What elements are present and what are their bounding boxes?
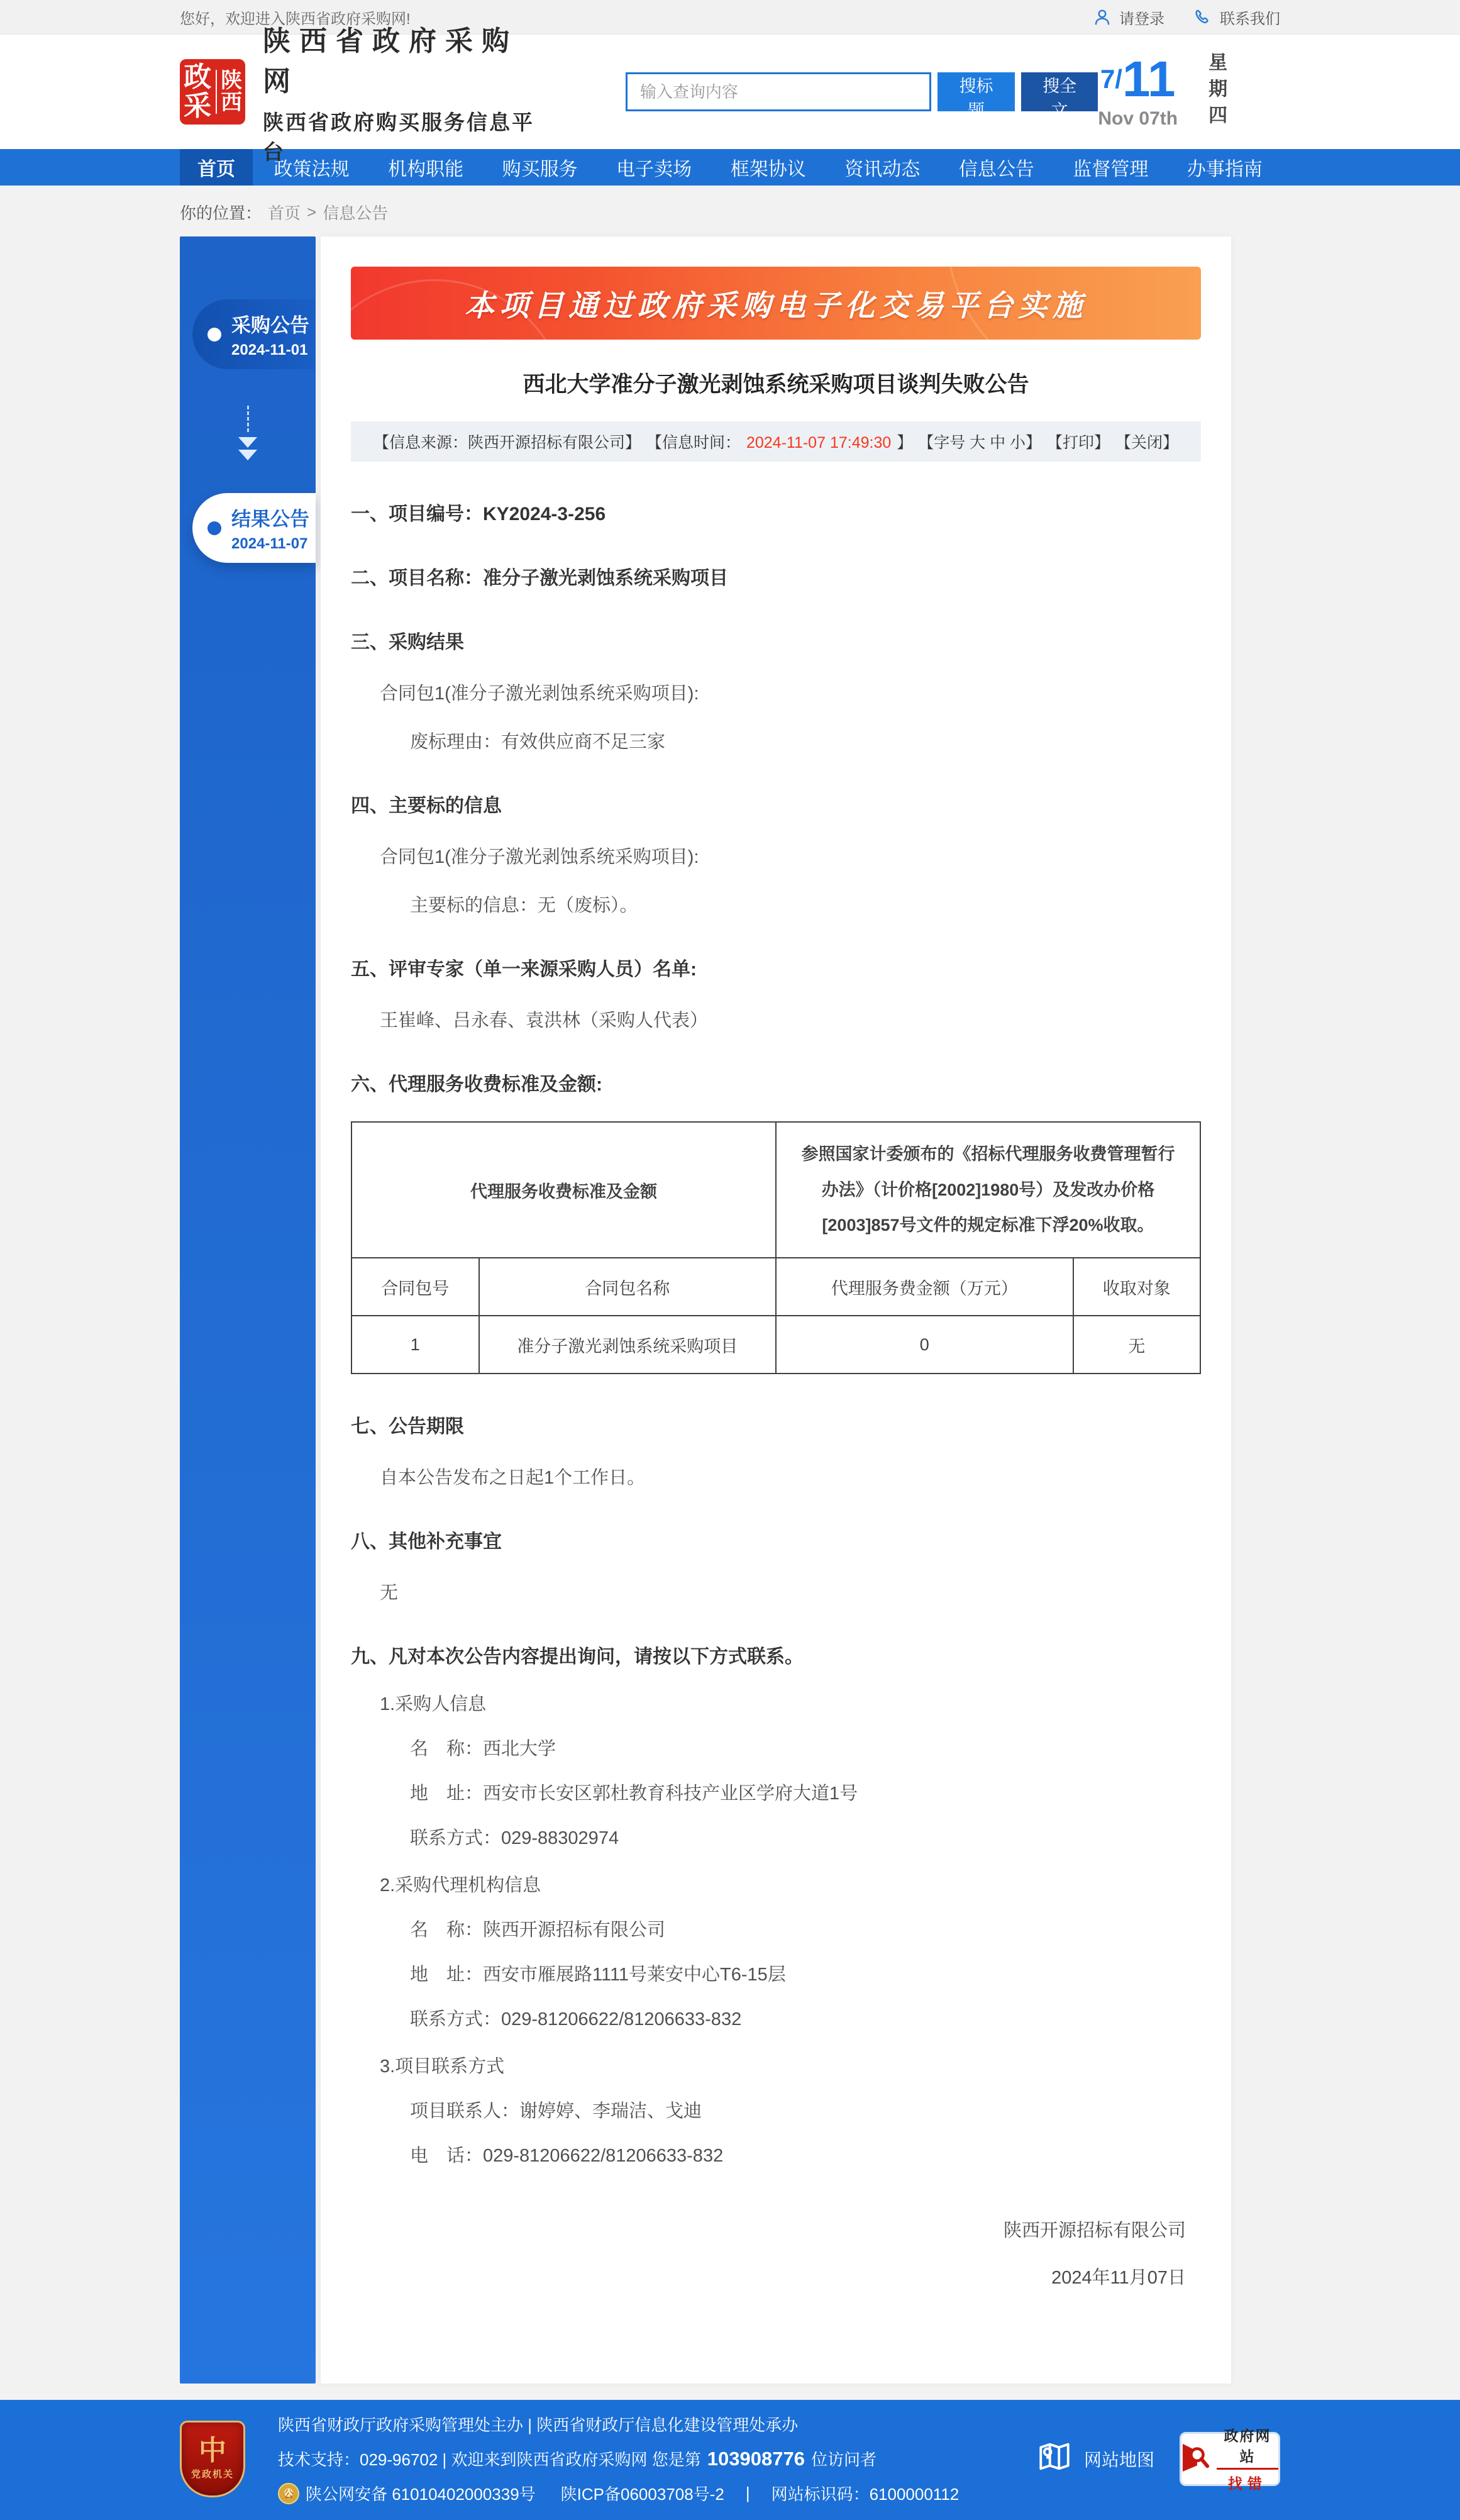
timeline-dot-icon [207, 521, 221, 535]
announcement-timeline-sidebar [180, 236, 316, 2384]
search-input[interactable] [626, 72, 931, 111]
article-title: 西北大学准分子激光剥蚀系统采购项目谈判失败公告 [523, 372, 1029, 397]
contact-line: 名 称：西北大学 [410, 1739, 556, 1760]
nav-item-functions[interactable]: 机构职能 [388, 159, 464, 180]
breadcrumb-separator: > [307, 203, 317, 221]
date-widget [1098, 52, 1280, 131]
agency-fee-table [351, 1121, 1201, 1374]
breadcrumb-home-link[interactable]: 首页 [268, 204, 301, 223]
contact-line: 联系方式：029-81206622/81206633-832 [410, 2009, 742, 2030]
search-fulltext-button[interactable]: 搜全文 [1021, 72, 1098, 111]
nav-item-supervision[interactable]: 监督管理 [1073, 159, 1149, 180]
footer-support-prefix: 技术支持：029-96702 | 欢迎来到陕西省政府采购网 您是第 [278, 2450, 701, 2470]
signature-date: 2024年11月07日 [1051, 2268, 1186, 2289]
sitemap-label: 网站地图 [1083, 2450, 1154, 2470]
gov-site-error-report-badge[interactable] [1180, 2428, 1280, 2492]
contact-line: 电 话：029-81206622/81206633-832 [410, 2146, 724, 2167]
site-footer [0, 2400, 1460, 2520]
sitemap-map-icon [1036, 2438, 1073, 2479]
section-heading-9: 九、凡对本次公告内容提出询问，请按以下方式联系。 [351, 1646, 804, 1668]
contact-us-link[interactable] [1193, 6, 1280, 28]
timeline-dot-icon [207, 328, 221, 341]
signature-org: 陕西开源招标有限公司 [1003, 2221, 1186, 2241]
breadcrumb [180, 201, 1280, 224]
party-government-shield-icon [180, 2421, 245, 2497]
breadcrumb-current[interactable]: 信息公告 [323, 204, 389, 223]
footer-sponsor-line: 陕西省财政厅政府采购管理处主办 | 陕西省财政厅信息化建设管理处承办 [278, 2416, 799, 2435]
section-3-paragraph: 废标理由：有效供应商不足三家 [410, 732, 666, 752]
public-security-filing-link[interactable]: 陕公网安备 61010402000339号 [306, 2485, 536, 2504]
sidebar-item-date: 2024-11-07 [231, 535, 308, 552]
fee-table-header-package-name: 合同包名称 [479, 1258, 777, 1316]
fee-table-header-package-no: 合同包号 [351, 1258, 479, 1316]
fee-cell-package-name: 准分子激光剥蚀系统采购项目 [479, 1316, 777, 1374]
contact-us-label: 联系我们 [1220, 10, 1280, 28]
contact-group-agency: 2.采购代理机构信息 [380, 1875, 541, 1896]
footer-support-line [278, 2447, 959, 2470]
footer-support-suffix: 位访问者 [810, 2450, 877, 2470]
site-identification-code: 网站标识码：6100000112 [771, 2485, 960, 2504]
top-utility-bar [0, 0, 1460, 35]
fee-cell-package-no: 1 [351, 1316, 479, 1374]
section-heading-7: 七、公告期限 [351, 1416, 464, 1438]
section-heading-4: 四、主要标的信息 [351, 796, 502, 816]
nav-item-home[interactable]: 首页 [180, 149, 253, 186]
section-5-paragraph: 王崔峰、吕永春、袁洪林（采购人代表） [380, 1011, 709, 1031]
fee-table-merged-policy: 参照国家计委颁布的《招标代理服务收费管理暂行办法》（计价格[2002]1980号）及发改办价格[2003]857号文件的规定标准下浮20%收取。 [776, 1122, 1200, 1258]
footer-divider: | [745, 2484, 750, 2503]
sidebar-item-result-announcement[interactable] [192, 493, 316, 563]
login-label: 请登录 [1119, 10, 1164, 28]
section-heading-2: 二、项目名称：准分子激光剥蚀系统采购项目 [351, 568, 728, 589]
sitemap-link[interactable] [1036, 2438, 1154, 2479]
fee-table-header-amount: 代理服务费金额（万元） [776, 1258, 1073, 1316]
meta-time-suffix: 】 [897, 434, 913, 452]
contact-group-purchaser: 1.采购人信息 [380, 1694, 487, 1715]
footer-registration-line [278, 2482, 959, 2505]
contact-line: 名 称：陕西开源招标有限公司 [410, 1920, 666, 1941]
nav-item-e-mall[interactable]: 电子卖场 [616, 159, 692, 180]
police-badge-icon: 公 [278, 2483, 299, 2504]
phone-icon [1193, 8, 1212, 26]
fee-cell-payer: 无 [1073, 1316, 1201, 1374]
visitor-count: 103908776 [707, 2447, 805, 2470]
fee-cell-amount: 0 [776, 1316, 1073, 1374]
error-badge-subtitle: 找错 [1228, 2475, 1267, 2492]
contact-line: 地 址：西安市雁展路1111号莱安中心T6-15层 [410, 1965, 786, 1985]
nav-item-policies[interactable]: 政策法规 [274, 159, 350, 180]
nav-item-announcements[interactable]: 信息公告 [958, 159, 1034, 180]
date-english: Nov 07th [1098, 108, 1178, 129]
nav-item-framework[interactable]: 框架协议 [730, 159, 806, 180]
site-subtitle: 陕西省政府购买服务信息平台 [263, 111, 534, 164]
main-nav [0, 149, 1460, 186]
section-3-paragraph: 合同包1(准分子激光剥蚀系统采购项目): [380, 684, 699, 704]
section-4-paragraph: 合同包1(准分子激光剥蚀系统采购项目): [380, 847, 699, 867]
section-heading-6: 六、代理服务收费标准及金额: [351, 1074, 602, 1095]
breadcrumb-prefix: 你的位置： [180, 204, 262, 223]
timeline-arrow-down-icon [235, 406, 260, 460]
section-7-paragraph: 自本公告发布之日起1个工作日。 [380, 1468, 646, 1489]
sidebar-item-title: 采购公告 [231, 314, 309, 336]
fee-table-row [351, 1316, 1200, 1374]
login-link[interactable] [1093, 6, 1164, 28]
section-8-paragraph: 无 [380, 1583, 399, 1604]
contact-line: 项目联系人：谢婷婷、李瑞洁、戈迪 [410, 2101, 702, 2122]
section-heading-1: 一、项目编号：KY2024-3-256 [351, 504, 606, 525]
font-size-control[interactable]: 【字号 大 中 小】 [918, 434, 1042, 452]
shield-label: 党政机关 [191, 2469, 234, 2480]
platform-banner [351, 267, 1201, 340]
logo-text-left: 政采 [184, 62, 212, 121]
meta-time-prefix: 【信息时间： [646, 434, 741, 452]
search-title-button[interactable]: 搜标题 [937, 72, 1015, 111]
print-button[interactable]: 【打印】 [1046, 434, 1110, 452]
contact-group-project: 3.项目联系方式 [380, 2057, 505, 2077]
logo-text-right: 陕西 [216, 70, 241, 114]
meta-source: 【信息来源：陕西开源招标有限公司】 [373, 434, 641, 452]
error-report-magnifier-icon [1181, 2441, 1210, 2477]
banner-text: 本项目通过政府采购电子化交易平台实施 [465, 288, 1087, 322]
search-bar [626, 72, 1098, 120]
article-panel [321, 236, 1231, 2384]
close-button[interactable]: 【关闭】 [1115, 434, 1178, 452]
user-icon [1093, 8, 1112, 26]
signature-block [351, 2216, 1201, 2289]
sidebar-item-procurement-announcement[interactable] [192, 299, 316, 369]
site-logo[interactable] [180, 59, 245, 125]
section-heading-5: 五、评审专家（单一来源采购人员）名单: [351, 959, 697, 980]
fee-table-merged-title: 代理服务收费标准及金额 [351, 1122, 776, 1258]
fee-table-header-payer: 收取对象 [1073, 1258, 1201, 1316]
welcome-text: 您好，欢迎进入陕西省政府采购网! [180, 10, 411, 28]
article-meta-bar [351, 421, 1201, 462]
nav-item-guide[interactable]: 办事指南 [1186, 159, 1263, 180]
date-weekday: 星期四 [1205, 52, 1227, 131]
date-month: 7/ [1100, 64, 1122, 94]
date-day: 11 [1122, 51, 1176, 107]
meta-time-value: 2024-11-07 17:49:30 [746, 434, 892, 452]
contact-line: 联系方式：029-88302974 [410, 1828, 619, 1849]
icp-filing-link[interactable]: 陕ICP备06003708号-2 [560, 2485, 724, 2504]
nav-item-purchase-services[interactable]: 购买服务 [502, 159, 578, 180]
sidebar-item-title: 结果公告 [231, 508, 309, 530]
section-heading-3: 三、采购结果 [351, 632, 464, 653]
shield-symbol: 中 [199, 2435, 226, 2467]
contact-line: 地 址：西安市长安区郭杜教育科技产业区学府大道1号 [410, 1784, 858, 1804]
error-badge-title: 政府网站 [1217, 2424, 1278, 2470]
section-heading-8: 八、其他补充事宜 [351, 1531, 502, 1553]
site-header [0, 26, 1460, 164]
sidebar-item-date: 2024-11-01 [231, 341, 308, 358]
site-title: 陕西省政府采购网 [263, 26, 518, 97]
nav-item-news[interactable]: 资讯动态 [844, 159, 921, 180]
section-4-paragraph: 主要标的信息：无（废标）。 [410, 896, 638, 916]
